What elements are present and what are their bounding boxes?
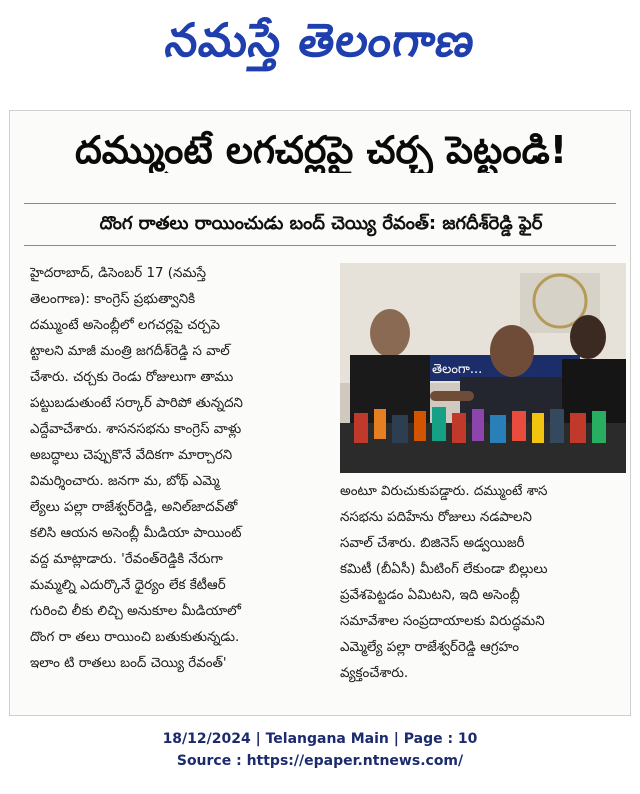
body-line: సమావేశాల సంప్రదాయాలకు విరుద్ధమని	[340, 614, 545, 629]
body-line: వ్యక్తంచేశారు.	[340, 666, 409, 681]
article-body-right	[340, 479, 622, 687]
masthead-title: నమస్తే తెలంగాణ	[162, 13, 480, 67]
body-line: గురించి లీకు లిచ్చి అనుకూల మీడియాలో	[30, 604, 241, 619]
body-line: ల్యేలు పల్లా రాజేశ్వర్‌రెడ్డి, అనిల్‌జాదవ్‌తో	[30, 500, 238, 515]
body-line: దొంగ రా తలు రాయించి బతుకుతున్నడు.	[30, 630, 240, 645]
banner-text: తెలంగా...	[432, 362, 483, 377]
body-line: తెలంగాణ): కాంగ్రెస్ ప్రభుత్వానికి	[30, 292, 196, 307]
body-line: దమ్ముంటే అసెంబ్లీలో లగచర్లపై చర్చపె	[30, 318, 221, 333]
body-line: ఎద్దేవాచేశారు. శాసనసభను కాంగ్రెస్ వాళ్లు	[30, 422, 242, 437]
footer	[0, 728, 640, 772]
body-line: కలిసి ఆయన అసెంబ్లీ మీడియా పాయింట్	[30, 526, 242, 541]
body-line: ఇలాం టి రాతలు బంద్ చెయ్యి రేవంత్'	[30, 656, 227, 671]
divider	[24, 245, 616, 246]
divider	[24, 203, 616, 204]
news-clipping	[9, 110, 631, 716]
body-line: అబద్ధాలు చెప్పుకొనే వేదికగా మార్చారని	[30, 448, 233, 463]
news-photo	[340, 263, 626, 473]
body-line: హైదరాబాద్, డిసెంబర్ 17 (నమస్తే	[30, 266, 206, 281]
body-line: వద్ద మాట్లాడారు. 'రేవంత్‌రెడ్డికి నేరుగా	[30, 552, 223, 567]
body-line: పట్టుబడుతుంటే సర్కార్ పారిపో తున్నదని	[30, 396, 243, 411]
article-subhead: దొంగ రాతలు రాయించుడు బంద్ చెయ్యి రేవంత్: జగదీశ్‌రెడ్డి ఫైర్	[99, 213, 543, 234]
body-line: మమ్మల్ని ఎదుర్కొనే ధైర్యం లేక కేటీఆర్	[30, 578, 226, 593]
body-line: ఎమ్మెల్యే పల్లా రాజేశ్వర్‌రెడ్డి ఆగ్రహం	[340, 640, 520, 655]
body-line: ప్రవేశపెట్టడం ఏమిటని, ఇది అసెంబ్లీ	[340, 588, 520, 603]
footer-publication-info: 18/12/2024 | Telangana Main | Page : 10	[162, 731, 478, 747]
footer-source: Source : https://epaper.ntnews.com/	[176, 753, 464, 769]
body-line: అంటూ విరుచుకుపడ్డారు. దమ్ముంటే శాస	[340, 484, 548, 499]
body-line: సవాల్ చేశారు. బిజినెస్ అడ్వయిజరీ	[340, 536, 525, 551]
body-line: నసభను పదిహేను రోజులు నడపాలని	[340, 510, 532, 525]
body-line: కమిటీ (బీఏసీ) మీటింగ్ లేకుండా బిల్లులు	[340, 562, 548, 577]
body-line: ట్టాలని మాజీ మంత్రి జగదీశ్‌రెడ్డి స వాల్	[30, 344, 230, 359]
photo-illustration	[340, 263, 626, 473]
article-headline: దమ్ముంటే లగచర్లపై చర్చ పెట్టండి!	[74, 128, 568, 172]
body-line: చేశారు. చర్చకు రెండు రోజులుగా తాము	[30, 370, 234, 385]
masthead	[0, 0, 640, 92]
body-line: విమర్శించారు. జనగా మ, బోథ్ ఎమ్మె	[30, 474, 220, 489]
article-body-left	[30, 261, 330, 677]
